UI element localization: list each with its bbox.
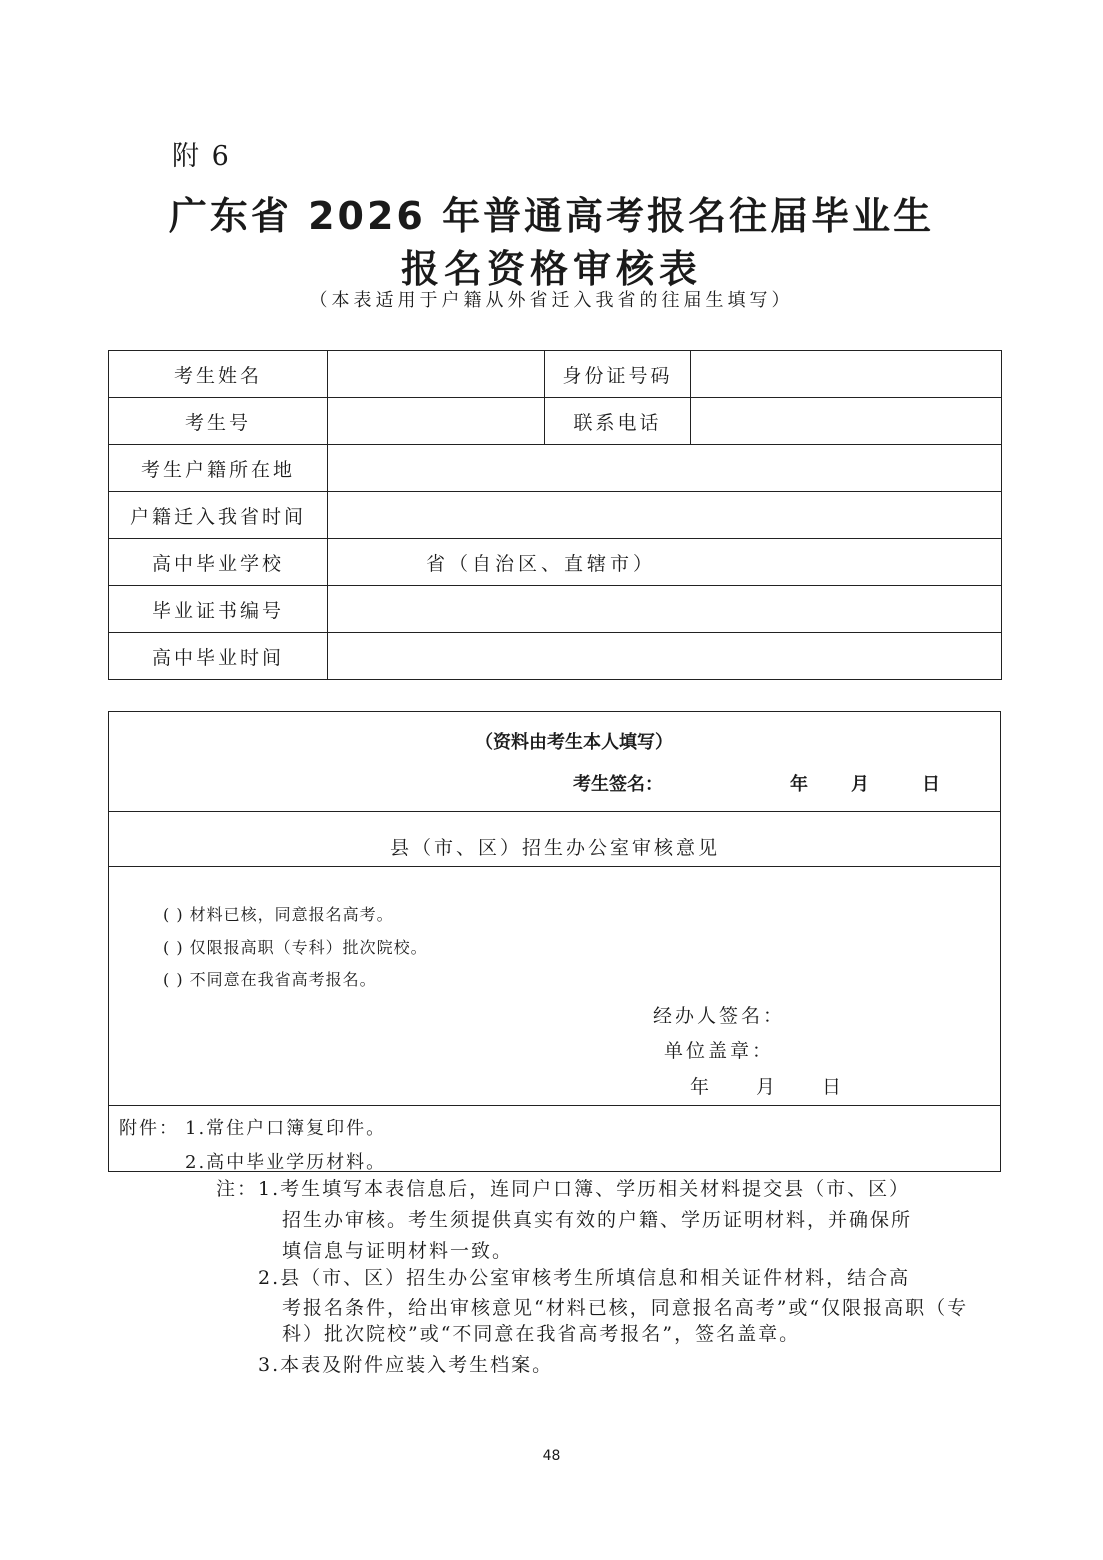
id-number-label: 身份证号码 bbox=[545, 351, 691, 398]
handler-signature-label[interactable]: 经办人签名： bbox=[653, 1005, 786, 1027]
note-1-line-1: 1.考生填写本表信息后，连同户口簿、学历相关材料提交县（市、区） bbox=[258, 1178, 911, 1200]
form-subtitle: （本表适用于户籍从外省迁入我省的往届生填写） bbox=[309, 290, 794, 311]
option-approved[interactable]: ( ) 材料已核，同意报名高考。 bbox=[163, 905, 394, 924]
sign-day-label: 日 bbox=[922, 774, 940, 795]
name-field[interactable] bbox=[328, 351, 545, 398]
exam-number-label: 考生号 bbox=[109, 398, 328, 445]
attachment-item: 2.高中毕业学历材料。 bbox=[185, 1152, 387, 1173]
note-1-line-2: 招生办审核。考生须提供真实有效的户籍、学历证明材料，并确保所 bbox=[282, 1209, 913, 1231]
note-2-line-2: 考报名条件，给出审核意见“材料已核，同意报名高考”或“仅限报高职（专 bbox=[282, 1297, 969, 1319]
attachments-label: 附件： bbox=[119, 1118, 179, 1139]
exam-number-field[interactable] bbox=[328, 398, 545, 445]
residence-label: 考生户籍所在地 bbox=[109, 445, 328, 492]
table-row bbox=[109, 445, 1002, 492]
phone-field[interactable] bbox=[691, 398, 1002, 445]
note-2-line-3: 科）批次院校”或“不同意在我省高考报名”，签名盖章。 bbox=[282, 1323, 801, 1345]
id-number-field[interactable] bbox=[691, 351, 1002, 398]
note-1-line-3: 填信息与证明材料一致。 bbox=[282, 1240, 514, 1262]
certificate-field[interactable] bbox=[328, 586, 1002, 633]
school-label: 高中毕业学校 bbox=[109, 539, 328, 586]
table-row bbox=[109, 586, 1002, 633]
sign-year-label: 年 bbox=[790, 774, 808, 795]
table-row bbox=[109, 398, 1002, 445]
table-row bbox=[109, 351, 1002, 398]
sign-month-label: 月 bbox=[851, 774, 869, 795]
move-in-time-field[interactable] bbox=[328, 492, 1002, 539]
table-row bbox=[109, 539, 1002, 586]
table-row bbox=[109, 492, 1002, 539]
divider bbox=[109, 1105, 1000, 1106]
divider bbox=[109, 866, 1000, 867]
notes-label: 注： bbox=[216, 1178, 259, 1200]
residence-field[interactable] bbox=[328, 445, 1002, 492]
self-fill-note: （资料由考生本人填写） bbox=[475, 732, 673, 753]
graduation-time-label: 高中毕业时间 bbox=[109, 633, 328, 680]
table-row bbox=[109, 633, 1002, 680]
unit-seal-label[interactable]: 单位盖章： bbox=[664, 1040, 775, 1062]
page-number: 48 bbox=[542, 1448, 561, 1464]
office-review-title: 县（市、区）招生办公室审核意见 bbox=[390, 837, 721, 859]
form-title-line1: 广东省 2026 年普通高考报名往届毕业生 bbox=[168, 194, 935, 238]
province-text: 省（自治区、直辖市） bbox=[426, 552, 657, 575]
note-3: 3.本表及附件应装入考生档案。 bbox=[258, 1354, 554, 1376]
review-date-line: 年 月 日 bbox=[690, 1076, 845, 1098]
review-box bbox=[108, 711, 1001, 1172]
note-2-line-1: 2.县（市、区）招生办公室审核考生所填信息和相关证件材料，结合高 bbox=[258, 1267, 911, 1289]
option-vocational-only[interactable]: ( ) 仅限报高职（专科）批次院校。 bbox=[163, 938, 428, 957]
school-field[interactable] bbox=[328, 539, 1002, 586]
option-rejected[interactable]: ( ) 不同意在我省高考报名。 bbox=[163, 970, 377, 989]
graduation-time-field[interactable] bbox=[328, 633, 1002, 680]
attachment-item: 1.常住户口簿复印件。 bbox=[185, 1118, 387, 1139]
divider bbox=[109, 811, 1000, 812]
certificate-label: 毕业证书编号 bbox=[109, 586, 328, 633]
move-in-time-label: 户籍迁入我省时间 bbox=[109, 492, 328, 539]
applicant-info-table bbox=[108, 350, 1002, 680]
form-title-line2: 报名资格审核表 bbox=[400, 247, 702, 291]
phone-label: 联系电话 bbox=[545, 398, 691, 445]
name-label: 考生姓名 bbox=[109, 351, 328, 398]
attachment-number: 附 6 bbox=[172, 141, 231, 172]
applicant-signature-label[interactable]: 考生签名： bbox=[573, 774, 663, 795]
